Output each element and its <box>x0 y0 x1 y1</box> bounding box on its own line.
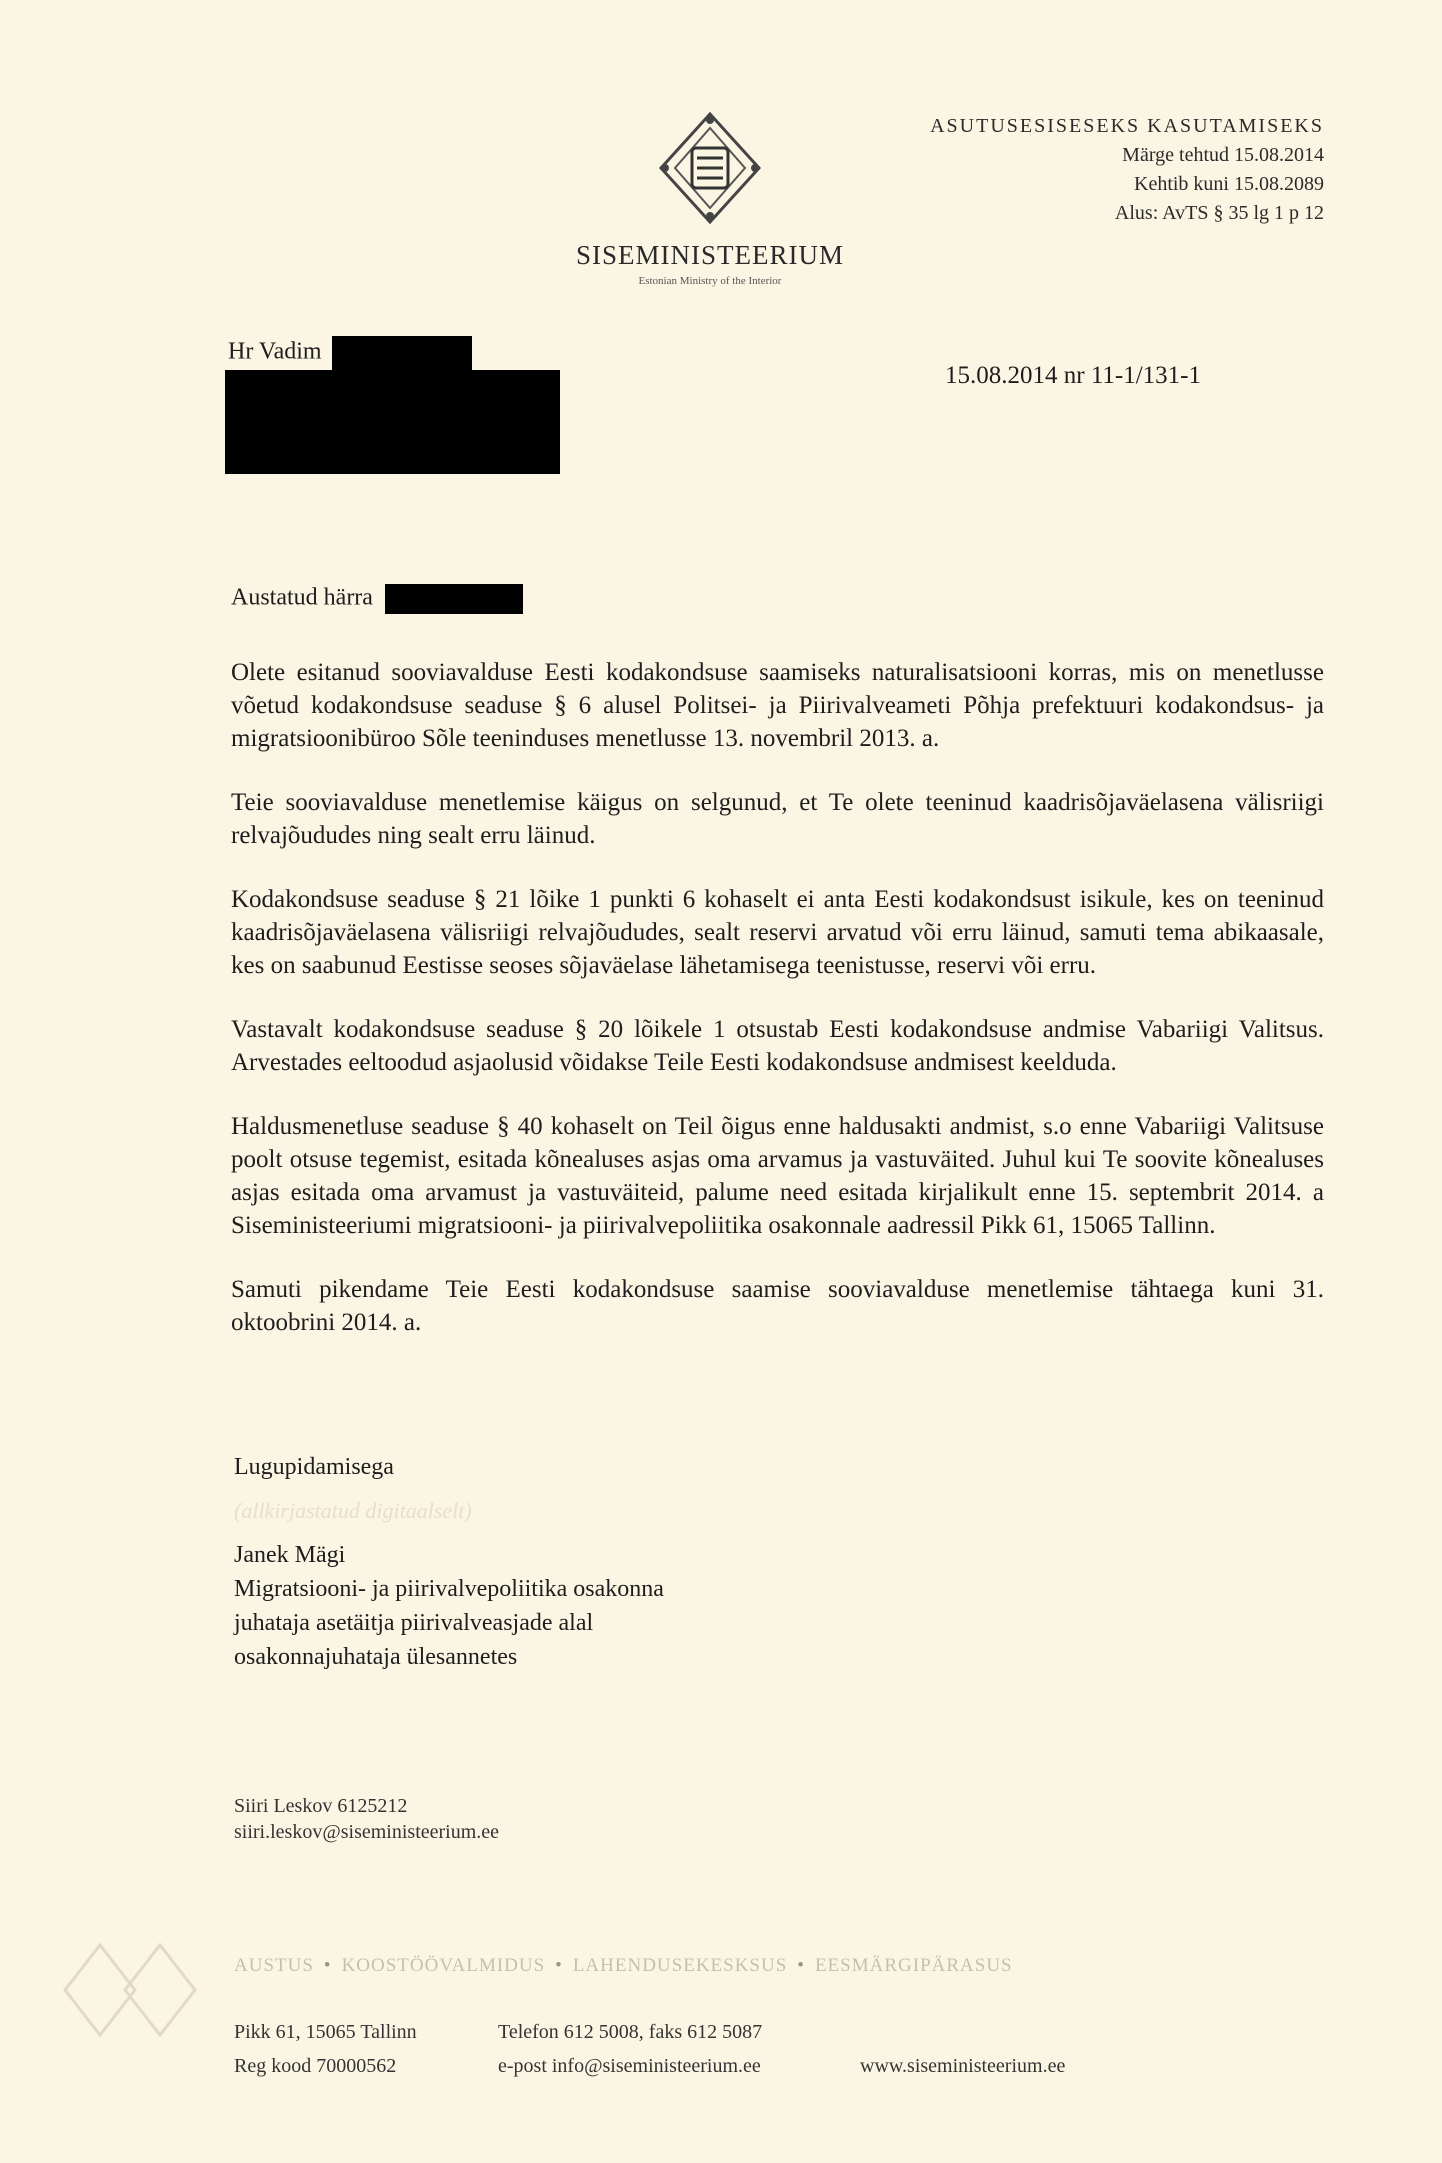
signer-name: Janek Mägi <box>234 1542 346 1568</box>
document-reference: 15.08.2014 nr 11-1/131-1 <box>945 362 1201 389</box>
footer-phone: Telefon 612 5008, faks 612 5087 <box>498 2021 763 2043</box>
redacted-address-block <box>225 370 560 474</box>
footer-value: AUSTUS <box>234 1955 314 1976</box>
paragraph: Samuti pikendame Teie Eesti kodakondsuse saamise sooviavalduse menetlemise tähtaega kuni 31. oktoobrini 2014. a. <box>231 1276 1324 1336</box>
faded-signature-note: (allkirjastatud digitaalselt) <box>234 1498 472 1523</box>
redaction-bar <box>385 584 523 614</box>
signer-title-line: juhataja asetäitja piirivalveasjade alal <box>234 1610 594 1636</box>
footer-values: AUSTUS • KOOSTÖÖVALMIDUS • LAHENDUSEKESKSUS • EESMÄRGIPÄRASUS <box>234 1955 1013 1976</box>
contact-block <box>234 1793 499 1845</box>
letter-body <box>231 656 1324 1370</box>
contact-person: Siiri Leskov 6125212 <box>234 1795 408 1817</box>
redaction-bar <box>332 336 472 370</box>
salutation-line <box>231 584 523 614</box>
restriction-title: ASUTUSESISESEKS KASUTAMISEKS <box>930 115 1324 137</box>
paragraph: Olete esitanud sooviavalduse Eesti kodakondsuse saamiseks naturalisatsiooni korras, mis on menetlusse võetud kodakondsuse seaduse § 6 alusel Politsei- ja Piirivalveameti Põhja prefektuuri kodakondsus- ja migratsioonibüroo Sõle teeninduses menetlusse 13. novembril 2013. a. <box>231 659 1324 752</box>
footer-ornament-icon <box>60 1935 200 2055</box>
signer-block <box>234 1538 664 1674</box>
contact-email: siiri.leskov@siseministeerium.ee <box>234 1821 500 1843</box>
recipient-name: Hr Vadim <box>228 338 322 365</box>
footer-value: KOOSTÖÖVALMIDUS <box>341 1955 546 1976</box>
footer-address: Pikk 61, 15065 Tallinn <box>234 2021 417 2043</box>
restriction-basis: Alus: AvTS § 35 lg 1 p 12 <box>1114 202 1324 224</box>
restriction-valid-until: Kehtib kuni 15.08.2089 <box>1134 173 1324 195</box>
footer-email: e-post info@siseministeerium.ee <box>498 2055 761 2077</box>
signer-title-line: osakonnajuhataja ülesannetes <box>234 1644 518 1670</box>
salutation: Austatud härra <box>231 584 373 611</box>
restriction-notice <box>930 112 1324 228</box>
paragraph: Haldusmenetluse seaduse § 40 kohaselt on Teil õigus enne haldusakti andmist, s.o enne Vabariigi Valitsuse poolt otsuse tegemist, esitada kõnealuses asjas oma arvamus ja vastuväited. Juhul kui Te soovite kõnealuses asjas esitada oma arvamust ja vastuväiteid, palume need esitada kirjalikult enne 15. septembrit 2014. a Siseministeeriumi migratsiooni- ja piirivalvepoliitika osakonnale aadressil Pikk 61, 15065 Tallinn. <box>231 1113 1324 1239</box>
paragraph: Kodakondsuse seaduse § 21 lõike 1 punkti 6 kohaselt ei anta Eesti kodakondsust isikule, kes on teeninud kaadrisõjaväelasena välisriigi relvajõududes, sealt reservi arvatud või erru läinud, samuti tema abikaasale, kes on saabunud Eestisse seoses sõjaväelase lähetamisega teenistusse, reservi või erru. <box>231 886 1324 979</box>
paragraph: Vastavalt kodakondsuse seaduse § 20 lõikele 1 otsustab Eesti kodakondsuse andmise Vabariigi Valitsus. Arvestades eeltoodud asjaolusid võidakse Teile Eesti kodakondsuse andmisest keelduda. <box>231 1016 1324 1076</box>
ministry-name: SISEMINISTEERIUM <box>575 240 844 270</box>
ministry-subtitle: Estonian Ministry of the Interior <box>638 275 782 287</box>
footer-reg-code: Reg kood 70000562 <box>234 2055 397 2077</box>
footer-contact-col <box>498 2015 762 2083</box>
closing: Lugupidamisega <box>234 1454 394 1480</box>
footer-value: EESMÄRGIPÄRASUS <box>814 1955 1013 1976</box>
paragraph: Teie sooviavalduse menetlemise käigus on selgunud, et Te olete teeninud kaadrisõjaväelasena välisriigi relvajõududes ning sealt erru läinud. <box>231 789 1324 849</box>
footer-address-col <box>234 2015 417 2083</box>
restriction-marked: Märge tehtud 15.08.2014 <box>1122 144 1324 166</box>
footer-website[interactable]: www.siseministeerium.ee <box>860 2055 1066 2077</box>
ministry-emblem-icon <box>655 110 765 230</box>
footer-value: LAHENDUSEKESKSUS <box>572 1955 788 1976</box>
signer-title-line: Migratsiooni- ja piirivalvepoliitika osakonna <box>234 1576 664 1602</box>
recipient-line <box>228 336 472 370</box>
